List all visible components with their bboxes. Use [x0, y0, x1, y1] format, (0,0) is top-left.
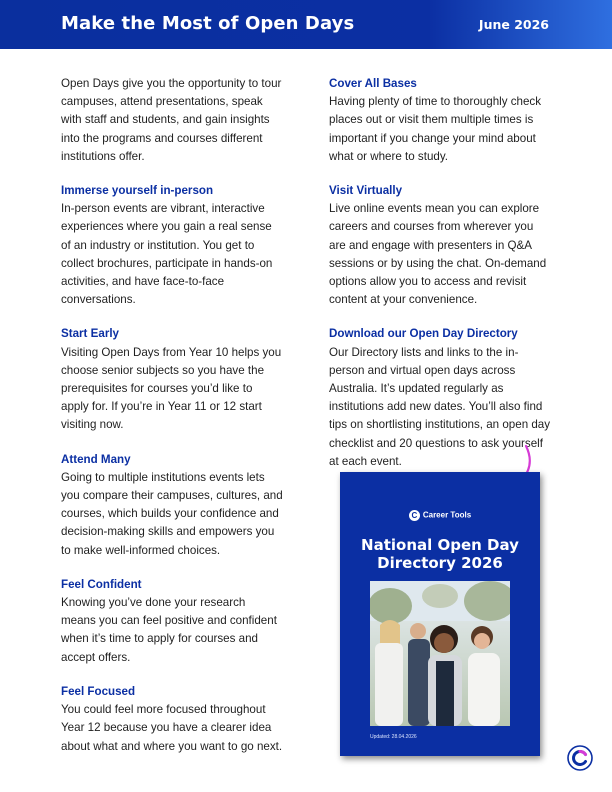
section-visit-virtually	[329, 182, 551, 309]
section-heading: Feel Confident	[61, 577, 142, 591]
section-start-early	[61, 325, 283, 434]
section-heading: Download our Open Day Directory	[329, 327, 518, 341]
section-body: Our Directory lists and links to the in-person and virtual open days across Australia. It’s updated regularly as institutions add new dates. You’ll also find tips on shortlisting institutions, an open day checklist and 20 questions to ask yourself at each event.	[329, 345, 551, 468]
cover-updated-date: Updated: 28.04.2026	[370, 734, 417, 740]
left-column	[61, 75, 283, 772]
section-feel-confident	[61, 576, 283, 667]
page-header	[0, 0, 612, 49]
section-heading: Start Early	[61, 327, 119, 341]
section-attend-many	[61, 451, 283, 560]
section-heading: Attend Many	[61, 452, 131, 466]
section-body: Live online events mean you can explore careers and courses from wherever you are and engage with presenters in Q&A sessions or by using the chat. On-demand options allow you to access and revisit content at your convenience.	[329, 202, 547, 307]
cover-brand	[340, 510, 540, 521]
section-heading: Immerse yourself in-person	[61, 184, 214, 198]
section-body: Having plenty of time to thoroughly check places out or visit them multiple times is important if you change your mind about what or where to study.	[329, 95, 542, 163]
section-immerse	[61, 182, 283, 309]
section-body: Going to multiple institutions events lets you compare their campuses, cultures, and courses, which builds your confidence and decision-making skills and empowers you to make well-informed choices.	[61, 470, 283, 557]
career-tools-logo-icon	[566, 744, 594, 772]
right-column	[329, 75, 551, 487]
section-body: Visiting Open Days from Year 10 helps you choose senior subjects so you have the prerequisites for courses you’d like to apply for. If you’re in Year 11 or 12 start visiting now.	[61, 345, 282, 432]
career-tools-logo-icon: C	[409, 510, 420, 521]
page-title: Make the Most of Open Days	[61, 13, 355, 34]
cover-title: National Open Day Directory 2026	[361, 536, 519, 572]
cover-brand-name: Career Tools	[422, 510, 472, 520]
section-heading: Cover All Bases	[329, 77, 417, 90]
section-heading: Feel Focused	[61, 684, 136, 698]
issue-date: June 2026	[478, 17, 549, 32]
section-body: In-person events are vibrant, interactive experiences where you gain a real sense of an industry or institution. You get to collect brochures, participate in hands-on activities, and have face-to-face conversations.	[61, 202, 273, 307]
intro-paragraph: Open Days give you the opportunity to tour campuses, attend presentations, speak with staff and students, and gain insights into the programs and courses different institutions offer.	[61, 77, 282, 163]
section-feel-focused	[61, 683, 283, 756]
directory-cover-link[interactable]	[340, 472, 540, 756]
section-body: Knowing you’ve done your research means you can feel positive and confident when it’s time to apply for courses and accept offers.	[61, 596, 277, 664]
section-heading: Visit Virtually	[329, 184, 403, 198]
students-photo	[370, 581, 510, 726]
section-body: You could feel more focused throughout Year 12 because you have a clearer idea about what and where you want to go next.	[61, 703, 283, 753]
section-cover-all-bases	[329, 75, 551, 166]
